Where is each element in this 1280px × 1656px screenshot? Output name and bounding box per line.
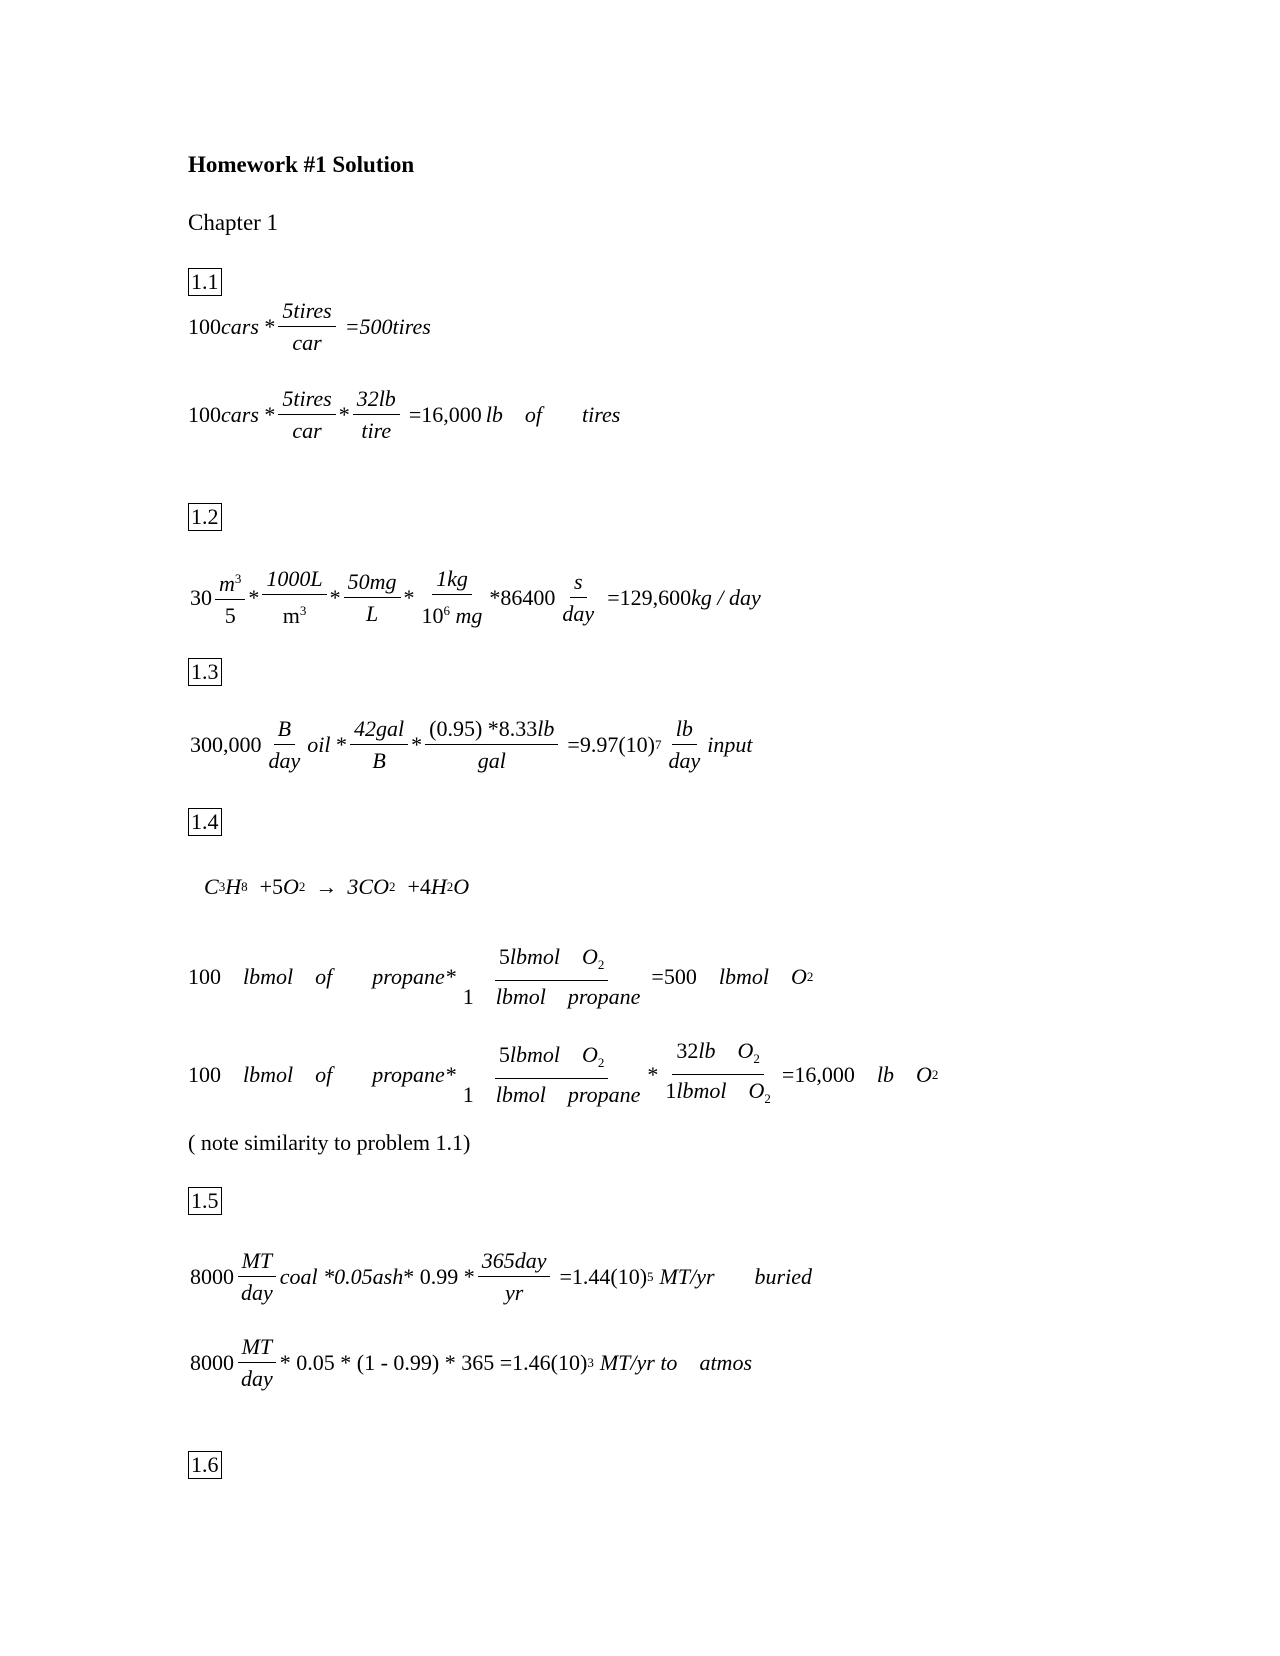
eq-word: oil [307, 732, 331, 757]
subscript: 8 [241, 879, 248, 894]
fraction [664, 716, 704, 774]
fraction [459, 944, 645, 1010]
eq-lead-unit: cars [221, 402, 259, 427]
denominator-unit: lbmol [495, 984, 546, 1009]
eq-lead: 30 [190, 584, 212, 610]
denominator: 5 [224, 603, 236, 628]
equation-1-5a [190, 1248, 812, 1306]
numerator-unit: lbmol [509, 1042, 560, 1067]
eq-lead-unit: cars [221, 314, 259, 339]
numerator: 42gal [350, 716, 408, 745]
eq-word: buried [754, 1264, 812, 1289]
eq-word: propane* [372, 964, 456, 989]
fraction [237, 1334, 277, 1392]
chemical-equation [204, 874, 469, 900]
numerator: MT [238, 1334, 277, 1363]
fraction [425, 716, 558, 774]
problem-label-1-3: 1.3 [188, 658, 222, 686]
numerator: lb [672, 716, 697, 745]
equation-1-1a: 100 cars * $\frac{\text{5tires}}{\text{car}}$ =500tires [188, 298, 431, 355]
eq-word: lbmol [243, 964, 294, 989]
numerator: MT [238, 1248, 277, 1277]
denominator: car [292, 330, 322, 355]
denominator: day [668, 748, 701, 773]
numerator: s [570, 569, 587, 598]
denominator-unit: lbmol [676, 1078, 727, 1103]
exponent: 5 [647, 1269, 654, 1284]
subscript: 2 [806, 969, 814, 984]
fraction [418, 566, 487, 629]
denominator: L [365, 600, 379, 626]
fraction [558, 569, 598, 627]
denominator: gal [477, 748, 506, 773]
eq-result: =500 [651, 964, 697, 989]
chapter-heading: Chapter 1 [188, 210, 279, 235]
numerator-unit: lb [537, 716, 555, 741]
numerator: 1kg [432, 566, 472, 595]
denominator: car [292, 418, 322, 443]
fraction [661, 1038, 775, 1112]
operator: +4 [407, 874, 431, 899]
element: H [225, 874, 242, 899]
fraction [350, 716, 408, 774]
numerator: 5tires [278, 298, 335, 327]
numerator: 365day [478, 1248, 551, 1277]
numerator-species: O [581, 944, 598, 969]
eq-lead: 8000 [190, 1350, 234, 1375]
numerator: 1000L [262, 566, 326, 595]
fraction [278, 298, 335, 356]
denominator: yr [504, 1280, 524, 1305]
eq-word: * 0.99 * [403, 1264, 475, 1289]
subscript: 2 [597, 957, 605, 972]
eq-word: ash [372, 1264, 404, 1289]
exponent: 3 [299, 603, 307, 618]
numerator-unit: lbmol [509, 944, 560, 969]
denominator-species: propane [567, 984, 641, 1009]
equation-1-4a [188, 944, 813, 1010]
numerator-species: O [737, 1038, 754, 1063]
eq-word: atmos [699, 1350, 752, 1375]
subscript: 2 [764, 1091, 771, 1106]
problem-label-1-1: 1.1 [188, 268, 222, 296]
eq-word: lbmol [243, 1062, 294, 1087]
numerator: 5 [498, 1042, 510, 1067]
numerator-species: O [581, 1042, 598, 1067]
eq-expression: * 0.05 * (1 - 0.99) * 365 =1.46(10) [279, 1350, 588, 1375]
numerator: (0.95) *8.33 [429, 716, 538, 741]
denominator-unit: lbmol [495, 1082, 546, 1107]
eq-result-unit: kg / day [691, 584, 761, 610]
eq-result-unit: MT/yr to [599, 1350, 678, 1375]
numerator: 32 [676, 1038, 699, 1063]
problem-label-1-5: 1.5 [188, 1187, 222, 1215]
denominator: 1 [462, 1082, 474, 1107]
eq-lead: 100 [188, 1062, 221, 1087]
denominator: m [282, 603, 300, 628]
element: 3CO [347, 874, 389, 899]
subscript: 2 [931, 1067, 939, 1082]
eq-result: =1.44(10) [559, 1264, 648, 1289]
exponent: 6 [443, 603, 451, 618]
eq-multiplier: *86400 [489, 584, 556, 610]
eq-lead: 100 [188, 402, 221, 427]
subscript: 2 [446, 879, 454, 894]
eq-word: of [315, 1062, 333, 1087]
denominator: tire [361, 418, 392, 443]
element: C [204, 874, 219, 899]
element: O [453, 874, 470, 899]
subscript: 2 [597, 1055, 605, 1070]
equation-1-5b [190, 1334, 752, 1392]
eq-result-species: O [790, 964, 807, 989]
fraction [278, 386, 335, 444]
problem-label-1-4: 1.4 [188, 808, 222, 836]
fraction [262, 566, 326, 629]
eq-result: =16,000 [408, 402, 482, 427]
page-title: Homework #1 Solution [188, 152, 415, 177]
eq-word: propane* [372, 1062, 456, 1087]
denominator: 10 [421, 603, 444, 628]
denominator: day [268, 748, 301, 773]
eq-lead: 8000 [190, 1264, 234, 1289]
eq-result: =500tires [344, 314, 431, 339]
fraction [237, 1248, 277, 1306]
eq-word: input [707, 732, 753, 757]
note-text: ( note similarity to problem 1.1) [188, 1130, 471, 1155]
eq-result: =16,000 [781, 1062, 855, 1087]
equation-1-2: 30 $\frac{m^3}{5}$ * $\frac{1000L}{m^3}$ * $\frac{50mg}{L}$ * $\frac{1kg}{10^6 mg}$ *86400 $\frac{s}{\text{day}}$ =129,600 kg / day [190, 566, 761, 628]
exponent: 3 [587, 1355, 594, 1370]
equation-1-3: 300,000 $\frac{B}{\text{day}}$ oil * $\frac{\text{42gal}}{B}$ * $\frac{(0.95) *8.33lb}{\text{gal}}$ =9.97(10) 7 $\frac{lb}{\text{day}}$ input [190, 716, 753, 773]
numerator: B [274, 716, 295, 745]
denominator: day [241, 1280, 273, 1305]
operator: +5 [259, 874, 283, 899]
exponent: 3 [234, 571, 242, 586]
element: O [283, 874, 299, 899]
denominator-unit: mg [455, 603, 483, 628]
subscript: 3 [218, 879, 226, 894]
eq-result-unit: MT/yr [659, 1264, 715, 1289]
fraction [478, 1248, 551, 1306]
equation-1-4b: 100 lbmol of propane* $\frac{5lbmol O_2}{\text{1 lbmol propane}}$ * $\frac{32lb O_2}{1lbmol O_2}$ =16,000 lb O 2 [188, 1038, 938, 1112]
fraction [353, 386, 400, 444]
eq-word: tires [581, 402, 621, 427]
eq-result: =9.97(10) [567, 732, 655, 757]
eq-result: =129,600 [607, 584, 692, 610]
equation-1-1b: 100 cars * $\frac{\text{5tires}}{\text{car}}$ * $\frac{32lb}{\text{tire}}$ =16,000 lb of tires [188, 386, 621, 443]
eq-word: coal *0.05 [279, 1264, 373, 1289]
numerator-unit: lb [698, 1038, 716, 1063]
numerator: 5tires [278, 386, 335, 415]
fraction [265, 716, 305, 774]
eq-result-unit: lb [876, 1062, 894, 1087]
denominator: 1 [665, 1078, 677, 1103]
eq-lead: 100 [188, 964, 221, 989]
eq-result-unit: lbmol [718, 964, 769, 989]
numerator: 50mg [344, 569, 401, 598]
fraction [459, 1042, 645, 1108]
problem-label-1-2: 1.2 [188, 503, 222, 531]
eq-lead: 100 [188, 314, 221, 339]
numerator: m [219, 571, 235, 596]
denominator-species: O [748, 1078, 765, 1103]
denominator: day [562, 600, 595, 626]
numerator: 5 [498, 944, 510, 969]
exponent: 7 [654, 737, 662, 752]
denominator: 1 [462, 984, 474, 1009]
eq-lead: 300,000 [190, 732, 262, 757]
denominator: day [241, 1366, 273, 1391]
denominator-species: propane [567, 1082, 641, 1107]
subscript: 2 [298, 879, 306, 894]
fraction [215, 566, 245, 629]
denominator: B [372, 748, 386, 773]
subscript: 2 [753, 1051, 760, 1066]
element: H [430, 874, 447, 899]
fraction [344, 569, 401, 627]
eq-word: of [315, 964, 333, 989]
eq-result-species: O [915, 1062, 932, 1087]
eq-result-unit: lb [485, 402, 503, 427]
numerator: 32lb [353, 386, 400, 415]
eq-word: of [524, 402, 542, 427]
subscript: 2 [388, 879, 396, 894]
arrow: → [315, 874, 338, 899]
problem-label-1-6: 1.6 [188, 1451, 222, 1479]
